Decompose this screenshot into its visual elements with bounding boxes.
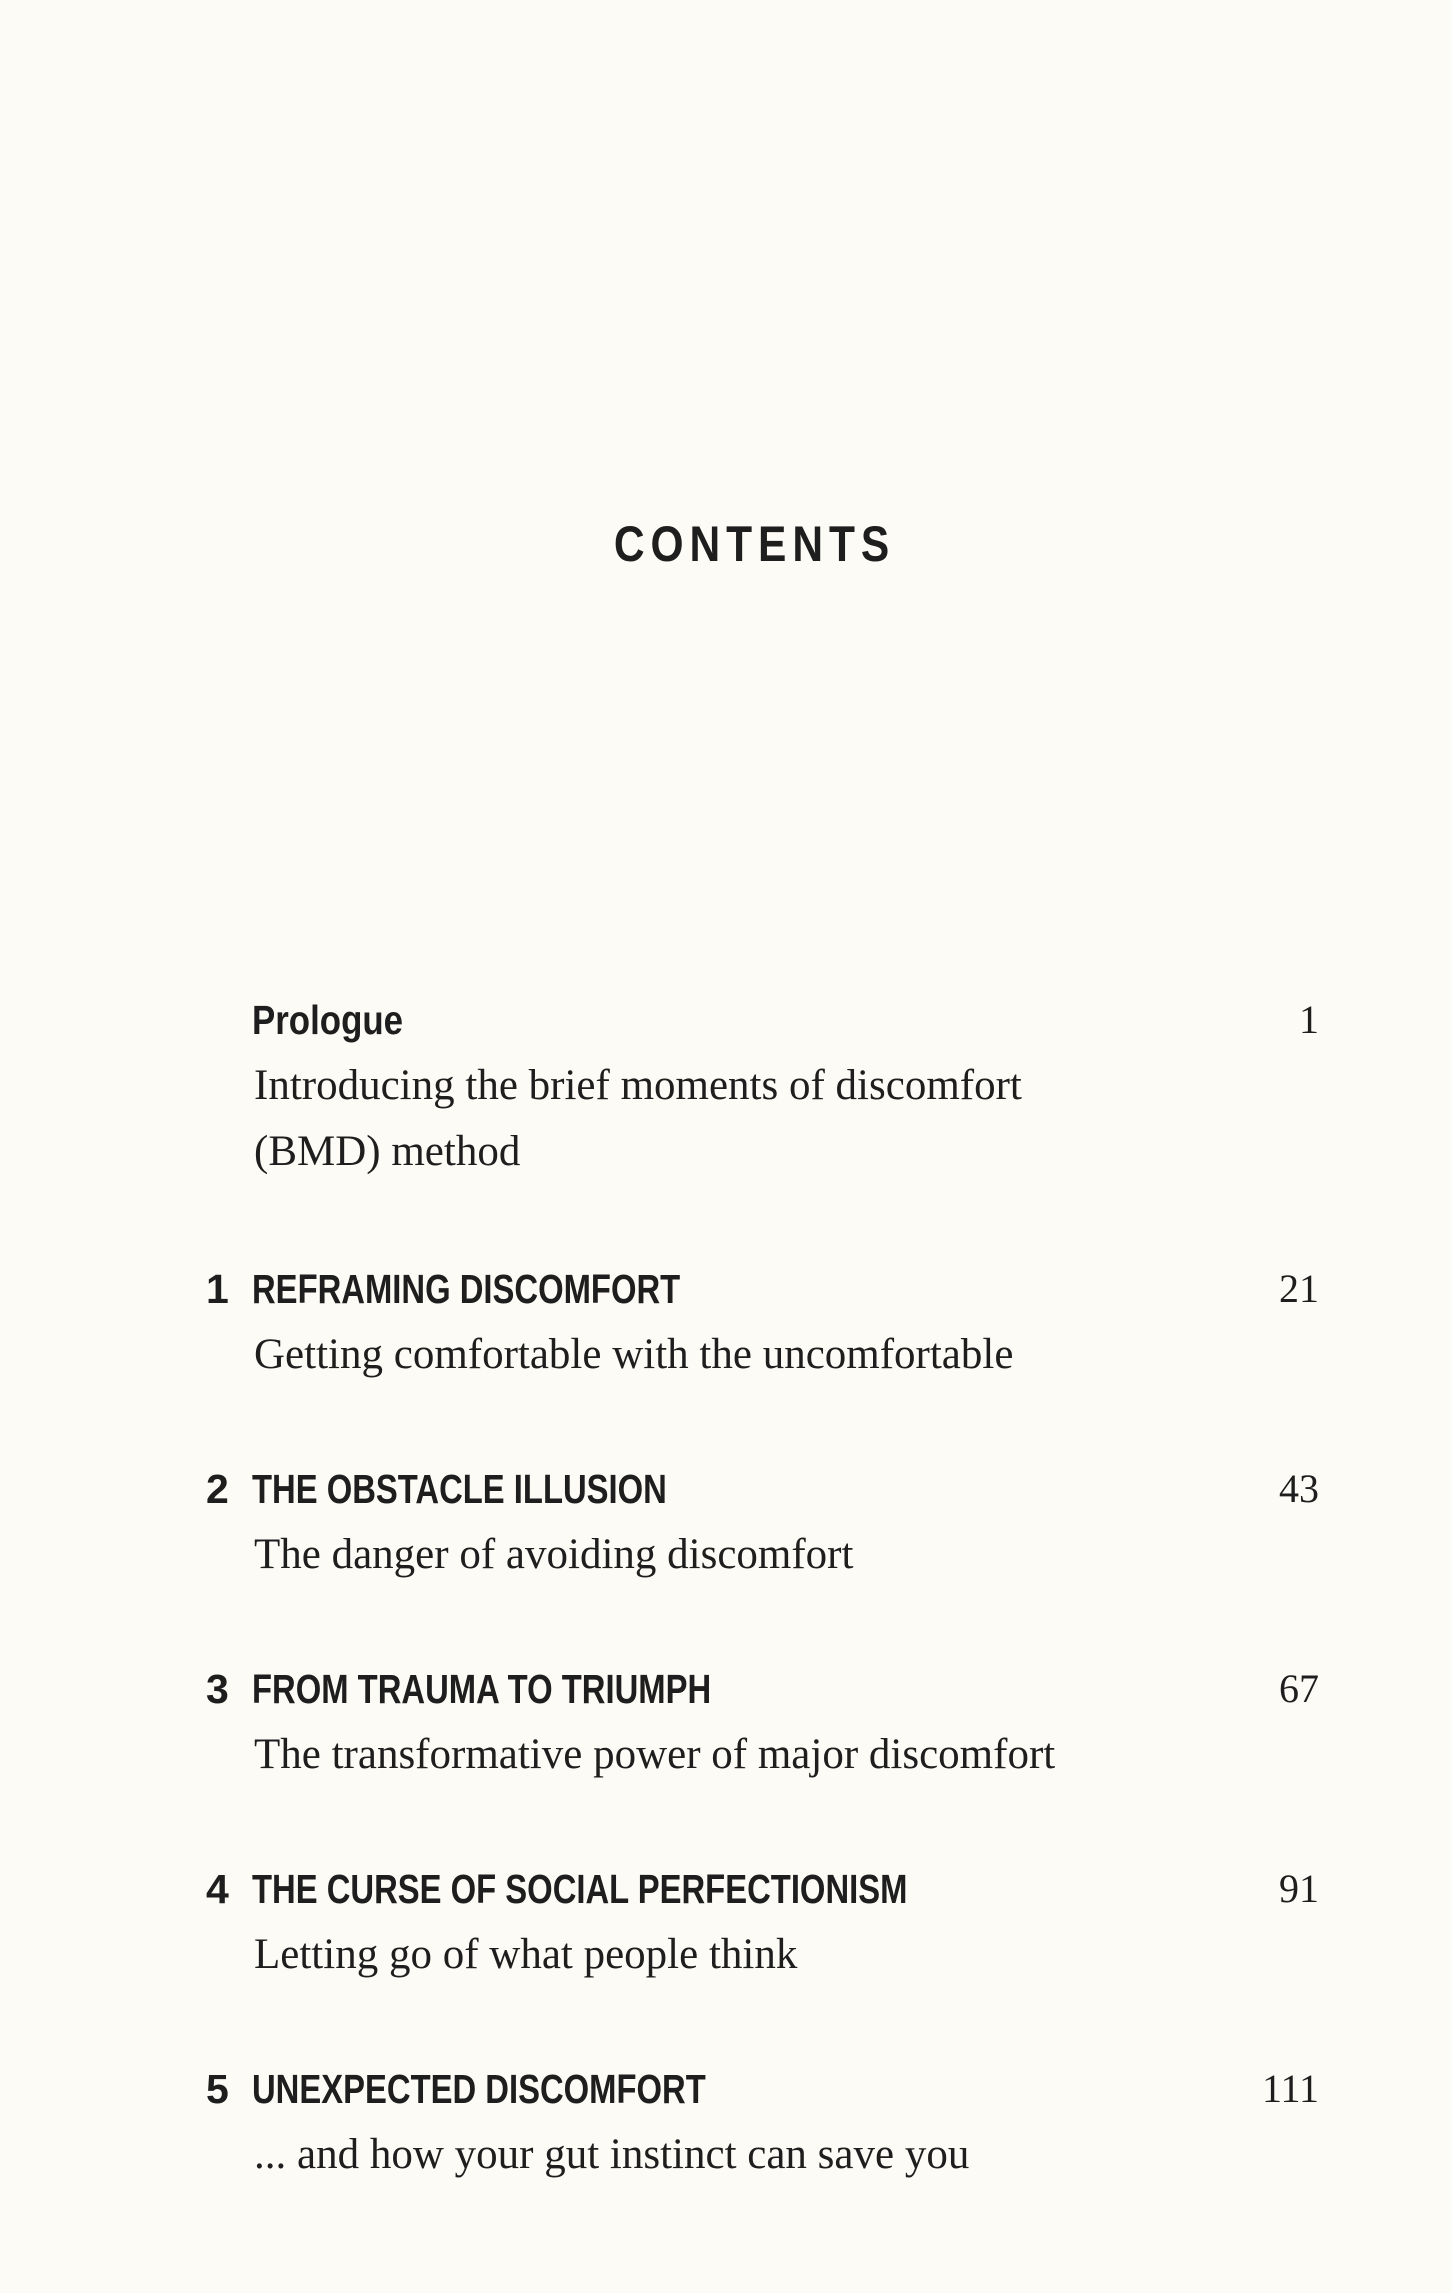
entry-page: 91: [1279, 1866, 1319, 1911]
entry-page: 1: [1299, 997, 1319, 1042]
entry-subtitle: The danger of avoiding discomfort: [254, 1531, 854, 1578]
entry-subtitle: Getting comfortable with the uncomfortable: [254, 1331, 1014, 1378]
entry-heading: THE CURSE OF SOCIAL PERFECTIONISM: [252, 1866, 908, 1912]
chapter-number: 4: [206, 1866, 229, 1912]
title-text: CONTENTS: [613, 516, 895, 572]
toc-entry-1[interactable]: [0, 1256, 1451, 1388]
entry-heading: FROM TRAUMA TO TRIUMPH: [252, 1666, 712, 1712]
toc-entry-5[interactable]: [0, 2056, 1451, 2188]
entry-heading: UNEXPECTED DISCOMFORT: [252, 2066, 706, 2112]
entry-subtitle: (BMD) method: [254, 1128, 521, 1175]
entry-page: 111: [1261, 2066, 1319, 2111]
entry-heading: REFRAMING DISCOMFORT: [252, 1266, 681, 1312]
chapter-number: 1: [206, 1266, 229, 1312]
chapter-number: 5: [206, 2066, 229, 2112]
entry-page: 43: [1279, 1466, 1319, 1511]
page-title: [0, 515, 1451, 573]
entry-page: 21: [1279, 1266, 1319, 1311]
toc-entry-2[interactable]: [0, 1456, 1451, 1588]
entry-subtitle: The transformative power of major discomfort: [254, 1731, 1056, 1778]
entry-heading: THE OBSTACLE ILLUSION: [252, 1466, 667, 1512]
entry-subtitle: Introducing the brief moments of discomfort: [254, 1062, 1022, 1109]
entry-subtitle: Letting go of what people think: [254, 1931, 798, 1978]
chapter-number: 3: [206, 1666, 229, 1712]
toc-entry-4[interactable]: [0, 1856, 1451, 1988]
entry-heading: Prologue: [252, 997, 404, 1043]
chapter-number: 2: [206, 1466, 229, 1512]
entry-page: 67: [1279, 1666, 1319, 1711]
entry-subtitle: ... and how your gut instinct can save you: [254, 2131, 970, 2178]
toc-entry-3[interactable]: [0, 1656, 1451, 1788]
toc-entry-prologue[interactable]: [0, 987, 1451, 1185]
